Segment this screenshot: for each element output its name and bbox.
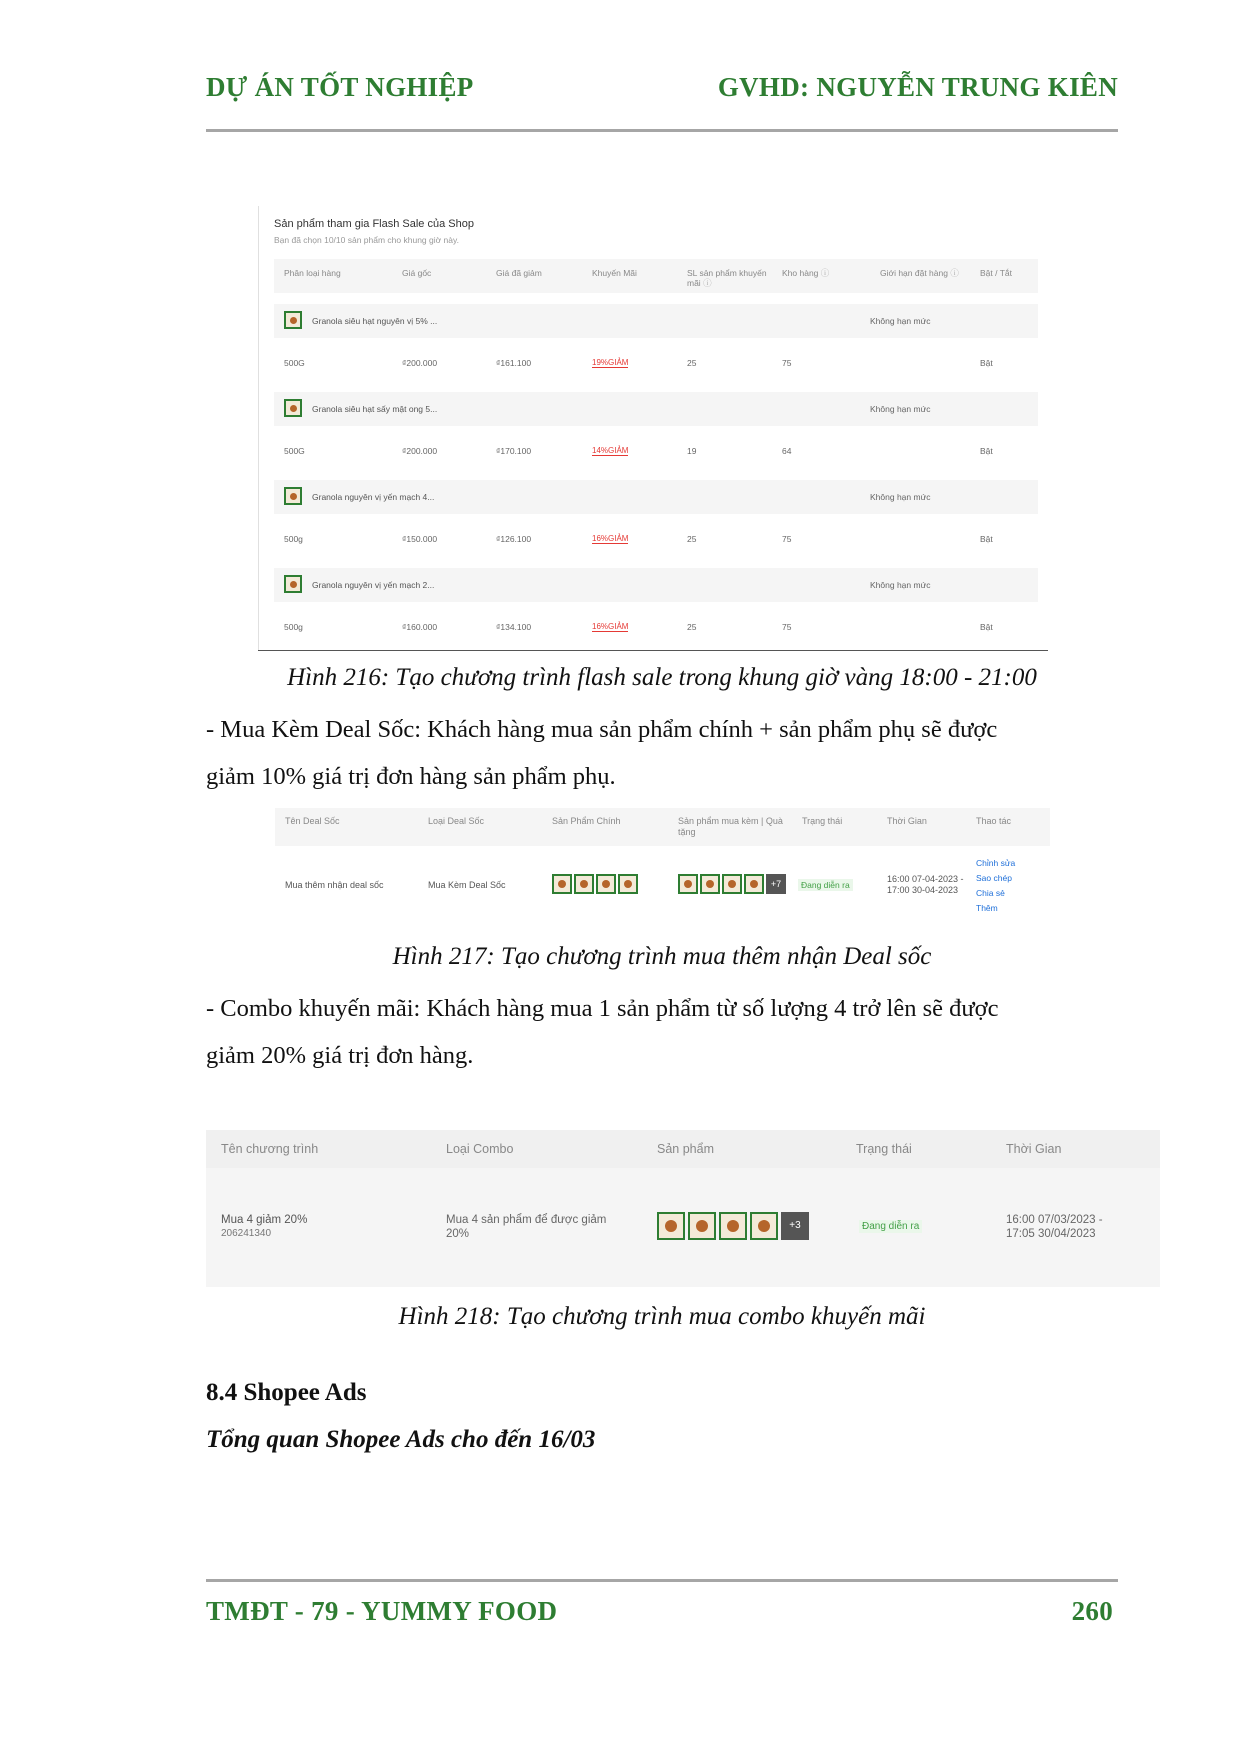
variant: 500g [284, 622, 303, 632]
section-subheading: Tổng quan Shopee Ads cho đến 16/03 [206, 1426, 596, 1453]
col-time: Thời Gian [1006, 1142, 1062, 1156]
table-row [274, 518, 1038, 562]
stock: 75 [782, 534, 792, 544]
main-product-thumbnail [552, 874, 572, 894]
flash-sale-table-header [274, 259, 1038, 293]
order-limit: Không hạn mức [870, 404, 931, 414]
product-thumbnail [284, 575, 302, 593]
sale-price: ₫126.100 [496, 534, 532, 544]
header-left: DỰ ÁN TỐT NGHIỆP [206, 72, 474, 102]
flash-sale-figure [258, 206, 1048, 651]
time-start: 16:00 07-04-2023 - [887, 874, 964, 884]
col-limit: Giới hạn đặt hàng ⓘ [880, 268, 959, 278]
edit-link[interactable]: Chỉnh sửa [976, 858, 1016, 868]
deal-time [887, 874, 964, 896]
time-end: 17:00 30-04-2023 [887, 885, 959, 895]
col-status: Trạng thái [802, 816, 843, 826]
deal-name: Mua thêm nhận deal sốc [285, 880, 384, 890]
col-promo: Khuyến Mãi [592, 268, 637, 278]
stock: 75 [782, 622, 792, 632]
section-heading: 8.4 Shopee Ads [206, 1379, 367, 1406]
col-price: Giá gốc [402, 268, 432, 278]
deal-table-figure [275, 808, 1050, 930]
header-rule [206, 129, 1118, 132]
order-limit: Không hạn mức [870, 316, 931, 326]
program-name: Mua 4 giảm 20% [221, 1214, 308, 1226]
original-price: ₫160.000 [402, 622, 438, 632]
addon-product-thumbnail [744, 874, 764, 894]
paragraph-line: giảm 10% giá trị đơn hàng sản phẩm phụ. [206, 763, 616, 790]
info-icon: ⓘ [820, 268, 830, 278]
toggle-status[interactable]: Bật [980, 534, 993, 544]
main-product-thumbnail [618, 874, 638, 894]
stock: 75 [782, 358, 792, 368]
toggle-status[interactable]: Bật [980, 446, 993, 456]
program-id: 206241340 [221, 1228, 272, 1239]
figure-bottom-border [258, 650, 1048, 651]
figure-left-border [258, 206, 259, 651]
combo-table-figure [206, 1130, 1160, 1287]
more-products-badge[interactable]: +3 [781, 1212, 809, 1240]
flash-sale-title: Sản phẩm tham gia Flash Sale của Shop [274, 218, 474, 230]
page-number: 260 [1071, 1596, 1113, 1626]
promo-qty: 19 [687, 446, 697, 456]
caption-218: Hình 218: Tạo chương trình mua combo khuyến mãi [398, 1303, 926, 1330]
order-limit: Không hạn mức [870, 580, 931, 590]
promo-badge: 19%GIẢM [592, 358, 629, 367]
paragraph-line: giảm 20% giá trị đơn hàng. [206, 1042, 474, 1069]
info-icon: ⓘ [950, 268, 959, 278]
deal-table-header [275, 808, 1050, 846]
variant: 500G [284, 358, 305, 368]
paragraph-combo [206, 985, 1118, 1079]
promo-badge: 16%GIẢM [592, 622, 629, 631]
product-group-header [274, 480, 1038, 514]
more-products-badge[interactable]: +7 [766, 874, 786, 894]
toggle-status[interactable]: Bật [980, 358, 993, 368]
program-info [221, 1213, 307, 1241]
col-qty: SL sản phẩm khuyến mãi ⓘ [687, 268, 767, 288]
status-badge: Đang diễn ra [798, 879, 853, 891]
addon-product-thumbnail [722, 874, 742, 894]
product-thumbnail [688, 1212, 716, 1240]
col-actions: Thao tác [976, 816, 1012, 826]
sale-price: ₫161.100 [496, 358, 532, 368]
col-time: Thời Gian [887, 816, 927, 826]
promo-qty: 25 [687, 534, 697, 544]
paragraph-line: - Mua Kèm Deal Sốc: Khách hàng mua sản phẩm chính + sản phẩm phụ sẽ được [206, 716, 998, 743]
sale-price: ₫170.100 [496, 446, 532, 456]
variant: 500G [284, 446, 305, 456]
original-price: ₫200.000 [402, 446, 438, 456]
product-thumbnail [284, 311, 302, 329]
time-start: 16:00 07/03/2023 - [1006, 1214, 1103, 1226]
time-end: 17:05 30/04/2023 [1006, 1228, 1096, 1240]
copy-link[interactable]: Sao chép [976, 873, 1012, 883]
flash-sale-subtitle: Bạn đã chọn 10/10 sản phẩm cho khung giờ này. [274, 235, 459, 245]
more-link[interactable]: Thêm [976, 903, 998, 913]
col-variant: Phân loại hàng [284, 268, 341, 278]
combo-type-line: 20% [446, 1228, 470, 1240]
promo-qty: 25 [687, 358, 697, 368]
promo-qty: 25 [687, 622, 697, 632]
main-product-thumbnail [596, 874, 616, 894]
variant: 500g [284, 534, 303, 544]
col-stock: Kho hàng ⓘ [782, 268, 830, 278]
addon-product-thumbnail [700, 874, 720, 894]
product-name: Granola siêu hạt nguyên vị 5% ... [312, 316, 438, 326]
product-group-header [274, 568, 1038, 602]
paragraph-deal [206, 706, 1118, 800]
product-thumbnail [657, 1212, 685, 1240]
deal-type: Mua Kèm Deal Sốc [428, 880, 506, 890]
product-thumbnail [750, 1212, 778, 1240]
product-thumbnail [719, 1212, 747, 1240]
table-row [274, 430, 1038, 474]
col-combo-type: Loại Combo [446, 1142, 514, 1156]
product-name: Granola nguyên vị yến mạch 2... [312, 580, 435, 590]
product-thumbnail [284, 399, 302, 417]
combo-table-header [206, 1130, 1160, 1168]
col-toggle: Bật / Tắt [980, 268, 1012, 278]
original-price: ₫150.000 [402, 534, 438, 544]
caption-216: Hình 216: Tạo chương trình flash sale trong khung giờ vàng 18:00 - 21:00 [287, 664, 1037, 691]
footer-left: TMĐT - 79 - YUMMY FOOD [206, 1596, 558, 1626]
info-icon: ⓘ [703, 278, 712, 288]
combo-type-line: Mua 4 sản phẩm để được giảm [446, 1214, 607, 1226]
col-deal-name: Tên Deal Sốc [285, 816, 340, 826]
header-right: GVHD: NGUYỄN TRUNG KIÊN [717, 72, 1118, 102]
combo-type [446, 1213, 606, 1241]
combo-time [1006, 1213, 1103, 1241]
original-price: ₫200.000 [402, 358, 438, 368]
table-row [274, 342, 1038, 386]
col-main-product: Sản Phẩm Chính [552, 816, 621, 826]
product-group-header [274, 304, 1038, 338]
order-limit: Không hạn mức [870, 492, 931, 502]
product-name: Granola nguyên vị yến mạch 4... [312, 492, 435, 502]
footer-rule [206, 1579, 1118, 1582]
col-addon-product: Sản phẩm mua kèm | Quà tặng [678, 816, 783, 837]
status-badge: Đang diễn ra [859, 1220, 922, 1233]
product-name: Granola siêu hạt sấy mật ong 5... [312, 404, 438, 414]
sale-price: ₫134.100 [496, 622, 532, 632]
promo-badge: 16%GIẢM [592, 534, 629, 543]
col-products: Sản phẩm [657, 1142, 714, 1156]
toggle-status[interactable]: Bật [980, 622, 993, 632]
col-deal-type: Loại Deal Sốc [428, 816, 485, 826]
main-product-thumbnail [574, 874, 594, 894]
paragraph-line: - Combo khuyến mãi: Khách hàng mua 1 sản phẩm từ số lượng 4 trở lên sẽ được [206, 995, 999, 1022]
stock: 64 [782, 446, 792, 456]
table-row [274, 606, 1038, 650]
col-sale-price: Giá đã giảm [496, 268, 542, 278]
product-group-header [274, 392, 1038, 426]
share-link[interactable]: Chia sẻ [976, 888, 1005, 898]
addon-product-thumbnail [678, 874, 698, 894]
col-program-name: Tên chương trình [221, 1142, 319, 1156]
promo-badge: 14%GIẢM [592, 446, 629, 455]
product-thumbnail [284, 487, 302, 505]
col-status: Trạng thái [856, 1142, 912, 1156]
caption-217: Hình 217: Tạo chương trình mua thêm nhận Deal sốc [392, 943, 932, 970]
